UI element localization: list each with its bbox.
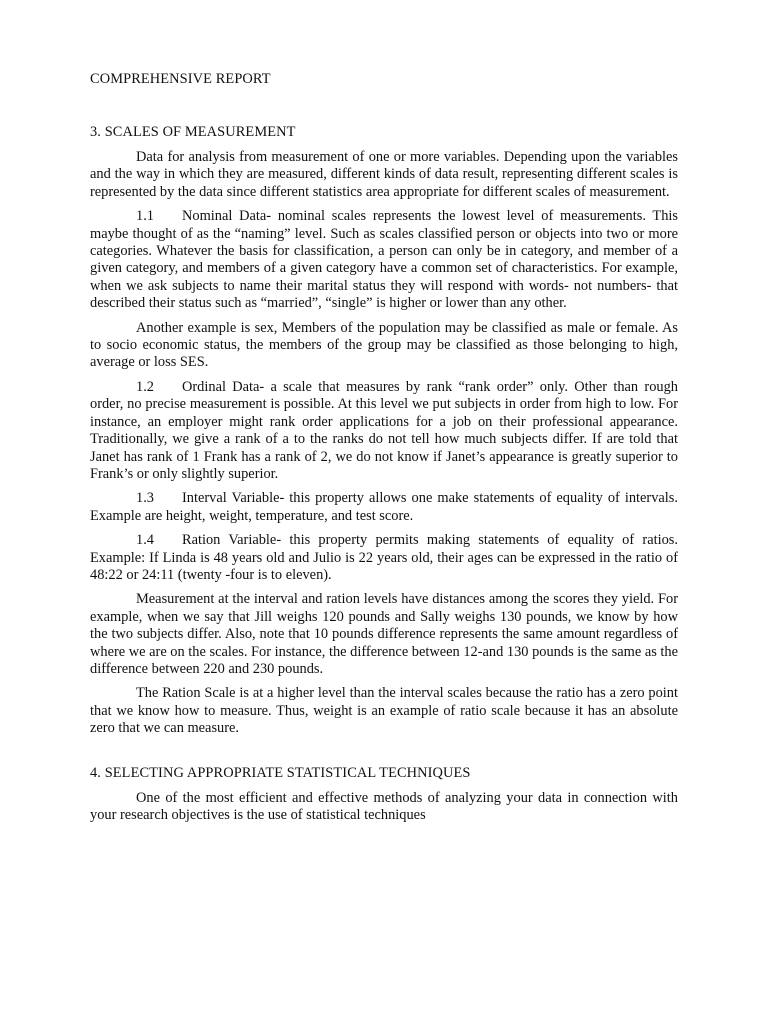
ordinal-data-paragraph [90, 379, 678, 483]
section-4-heading: 4. SELECTING APPROPRIATE STATISTICAL TECHNIQUES [90, 764, 471, 781]
document-title: COMPREHENSIVE REPORT [90, 71, 271, 87]
ration-variable-text: Ration Variable- this property permits making statements of equality of ratios. Example: If Linda is 48 years old and Julio is 22 years old, their ages can be expressed in the ratio of 48:22 or 24:11 (twenty -four is to eleven). [90, 532, 678, 583]
document-page [90, 70, 678, 824]
section-3-intro-paragraph: Data for analysis from measurement of one or more variables. Depending upon the variables and the way in which they are measured, different kinds of data result, representing different scales is represented by the data since different statistics area appropriate for different scales of measurement. [90, 149, 678, 200]
measurement-distances-paragraph: Measurement at the interval and ration levels have distances among the scores they yield. For example, when we say that Jill weighs 120 pounds and Sally weighs 130 pounds, we know by how the two subjects differ. Also, note that 10 pounds difference represents the same amount regardless of where we are on the scales. For instance, the difference between 12-and 130 pounds is the same as the difference between 220 and 230 pounds. [90, 591, 678, 677]
item-number-1-1: 1.1 [136, 208, 154, 225]
interval-variable-paragraph [90, 490, 678, 525]
item-number-1-4: 1.4 [136, 532, 154, 549]
ration-scale-paragraph: The Ration Scale is at a higher level than the interval scales because the ratio has a zero point that we know how to measure. Thus, weight is an example of ratio scale because it has an absolute zero that we can measure. [90, 685, 678, 737]
nominal-data-text: Nominal Data- nominal scales represents the lowest level of measurements. This maybe thought of as the “naming” level. Such as scales classified person or objects into two or more categories. Whatever the basis for classification, a person can only be in category, and member of a given category, and members of a given category have a common set of characteristics. For example, when we ask subjects to name their marital status they will respond with words- not numbers- that described their status such as “married”, “single” is higher or lower than any other. [90, 208, 678, 312]
item-number-1-3: 1.3 [136, 490, 154, 507]
interval-variable-text: Interval Variable- this property allows one make statements of equality of intervals. Example are height, weight, temperature, and test score. [90, 490, 678, 524]
ration-variable-paragraph [90, 532, 678, 584]
nominal-data-paragraph [90, 208, 678, 312]
section-3-heading: 3. SCALES OF MEASUREMENT [90, 124, 296, 140]
ordinal-data-text: Ordinal Data- a scale that measures by rank “rank order” only. Other than rough order, no precise measurement is possible. At this level we put subjects in order from high to low. For instance, an employer might rank order applications for a job on their professional appearance. Traditionally, we give a rank of a to the ranks do not tell how much subjects differ. If are told that Janet has rank of 1 Frank has a rank of 2, we do not know if Janet’s appearance is greatly superior to Frank’s or only slightly superior. [90, 378, 678, 482]
sex-example-paragraph: Another example is sex, Members of the population may be classified as male or female. As to socio economic status, the members of the group may be classified as those belonging to high, average or loss SES. [90, 319, 678, 371]
section-4-paragraph: One of the most efficient and effective methods of analyzing your data in connection with your research objectives is the use of statistical techniques [90, 789, 678, 823]
item-number-1-2: 1.2 [136, 378, 154, 395]
